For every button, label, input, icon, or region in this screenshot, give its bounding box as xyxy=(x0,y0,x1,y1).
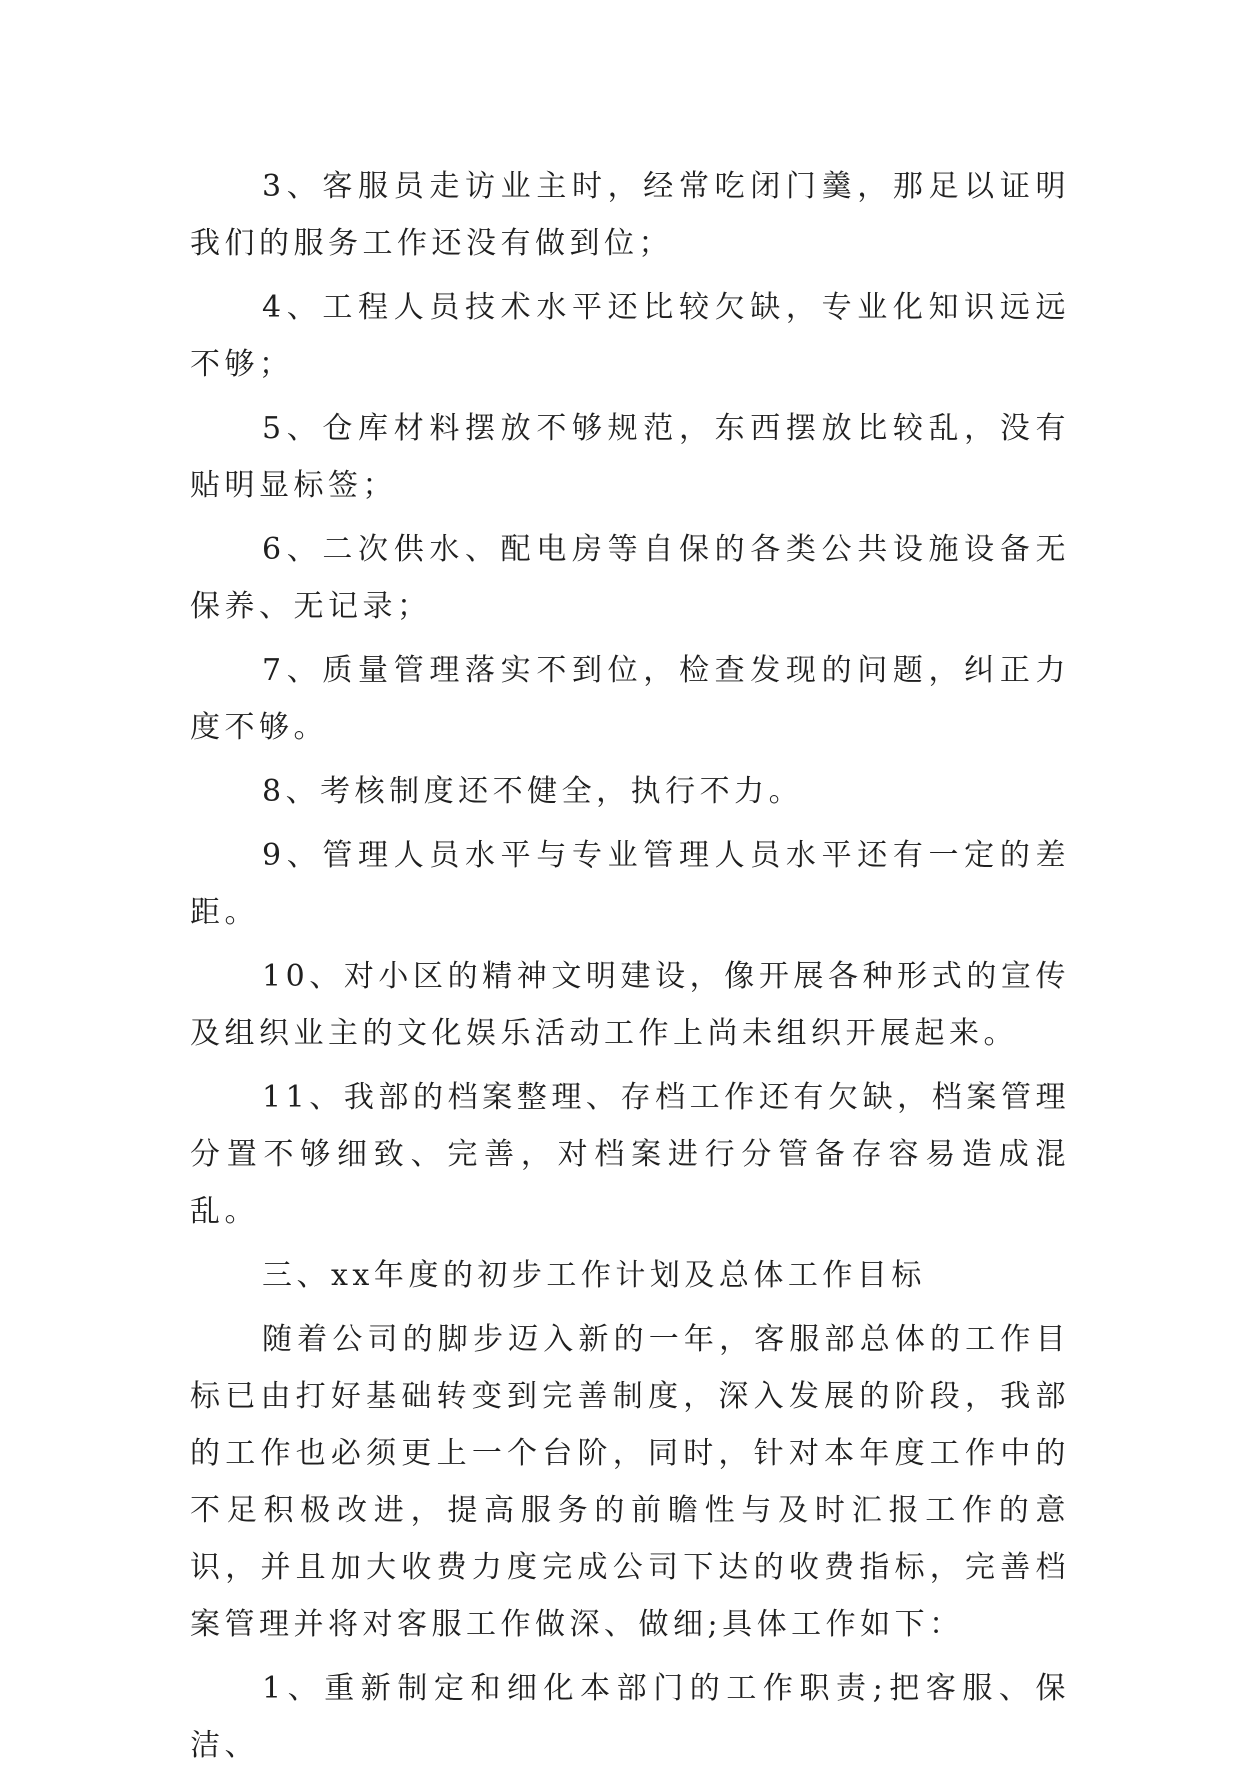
paragraph-intro: 随着公司的脚步迈入新的一年，客服部总体的工作目标已由打好基础转变到完善制度，深入发展的阶段，我部的工作也必须更上一个台阶，同时，针对本年度工作中的不足积极改进，提高服务的前瞻性与及时汇报工作的意识，并且加大收费力度完成公司下达的收费指标，完善档案管理并将对客服工作做深、做细;具体工作如下： xyxy=(190,1322,1070,1642)
document-body xyxy=(190,158,1070,1781)
paragraph-item-9: 9、管理人员水平与专业管理人员水平还有一定的差距。 xyxy=(190,838,1070,930)
paragraph-plan-item-1: 1、重新制定和细化本部门的工作职责;把客服、保洁、 xyxy=(190,1671,1070,1763)
paragraph-item-7: 7、质量管理落实不到位，检查发现的问题，纠正力度不够。 xyxy=(190,653,1070,745)
paragraph-item-11: 11、我部的档案整理、存档工作还有欠缺，档案管理分置不够细致、完善，对档案进行分管备存容易造成混乱。 xyxy=(190,1080,1070,1229)
section-heading: 三、xx年度的初步工作计划及总体工作目标 xyxy=(262,1258,926,1293)
paragraph-item-8: 8、考核制度还不健全，执行不力。 xyxy=(262,774,804,809)
paragraph-item-10: 10、对小区的精神文明建设，像开展各种形式的宣传及组织业主的文化娱乐活动工作上尚未组织开展起来。 xyxy=(190,959,1070,1051)
paragraph-item-6: 6、二次供水、配电房等自保的各类公共设施设备无保养、无记录； xyxy=(190,532,1070,624)
paragraph-item-3: 3、客服员走访业主时，经常吃闭门羹，那足以证明我们的服务工作还没有做到位； xyxy=(190,169,1070,261)
paragraph-item-5: 5、仓库材料摆放不够规范，东西摆放比较乱，没有贴明显标签； xyxy=(190,411,1070,503)
paragraph-item-4: 4、工程人员技术水平还比较欠缺，专业化知识远远不够； xyxy=(190,290,1070,382)
